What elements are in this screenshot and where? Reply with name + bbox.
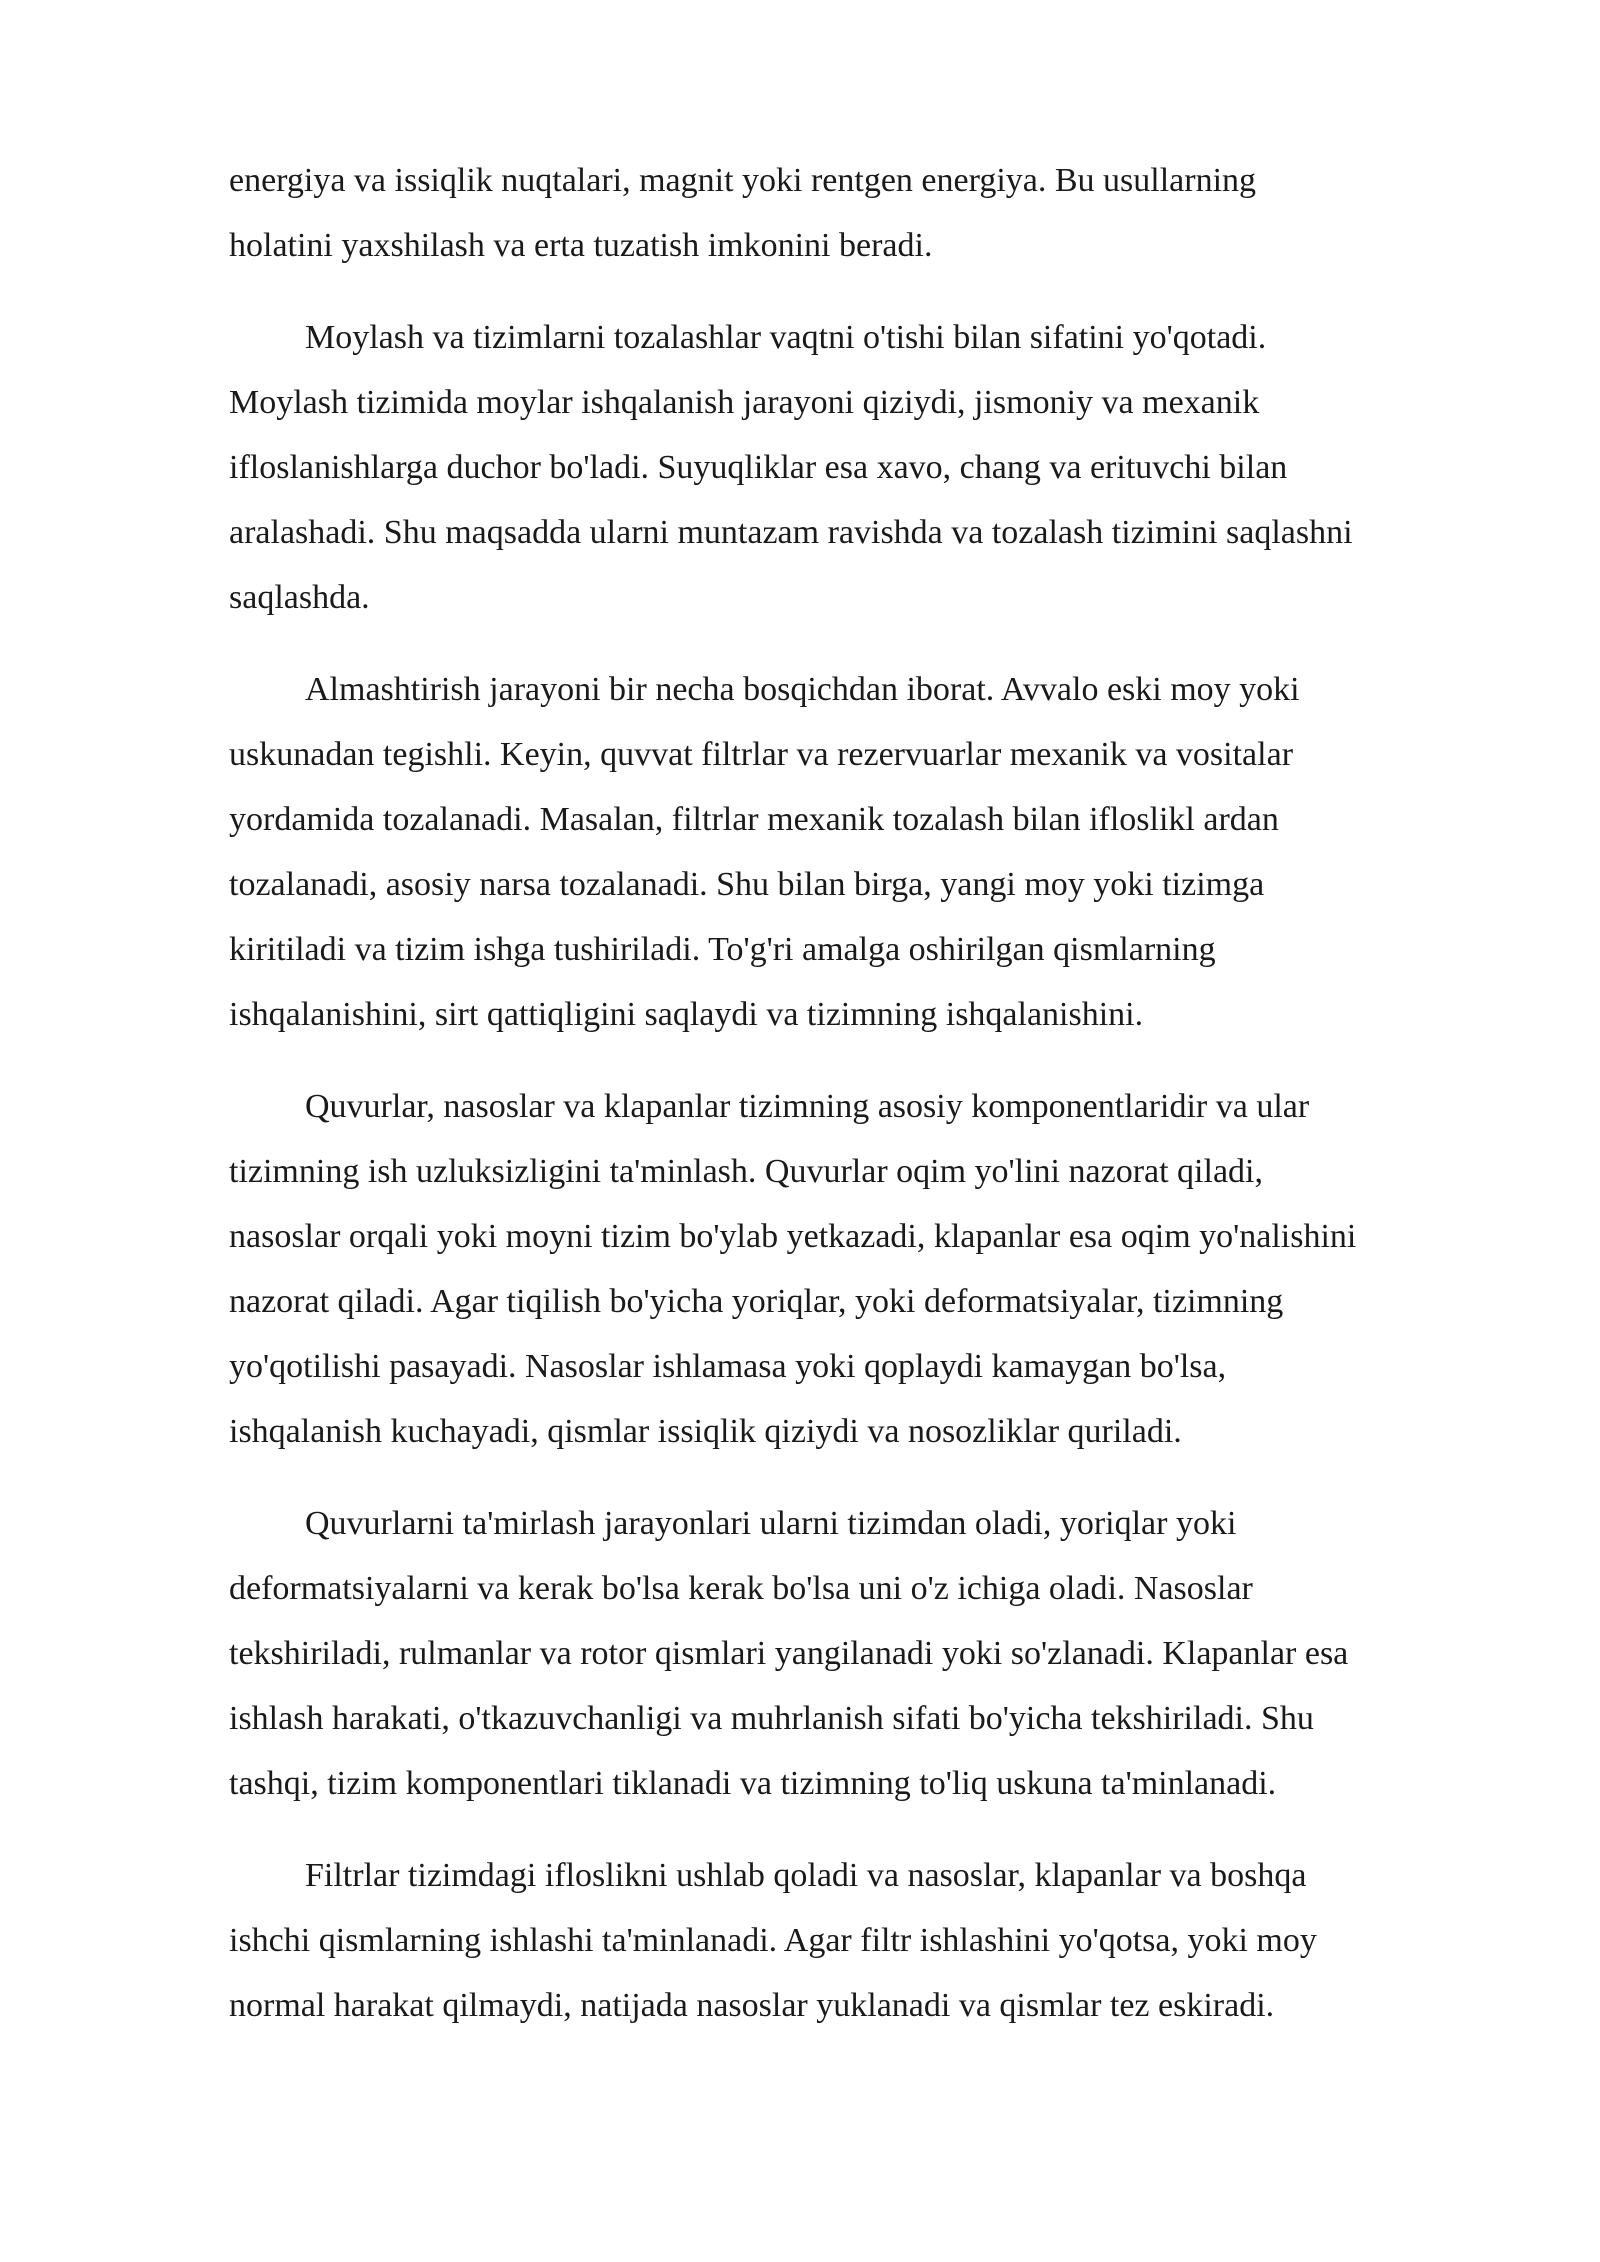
paragraph-1: energiya va issiqlik nuqtalari, magnit yoki rentgen energiya. Bu usullarning holatini yaxshilash va erta tuzatish imkonini beradi. [229, 162, 1257, 264]
document-body [229, 148, 1484, 2065]
paragraph-2: Moylash va tizimlarni tozalashlar vaqtni o'tishi bilan sifatini yo'qotadi. Moylash tizimida moylar ishqalanish jarayoni qiziydi, jismoniy va mexanik ifloslanishlarga duchor bo'ladi. Suyuqliklar esa xavo, chang va erituvchi bilan aralashadi. Shu maqsadda ularni muntazam ravishda va tozalash tizimini saqlashni saqlashda. [229, 319, 1353, 616]
paragraph-3: Almashtirish jarayoni bir necha bosqichdan iborat. Avvalo eski moy yoki uskunadan tegishli. Keyin, quvvat filtrlar va rezervuarlar mexanik va vositalar yordamida tozalanadi. Masalan, filtrlar mexanik tozalash bilan ifloslikl ardan tozalanadi, asosiy narsa tozalanadi. Shu bilan birga, yangi moy yoki tizimga kiritiladi va tizim ishga tushiriladi. To'g'ri amalga oshirilgan qismlarning ishqalanishini, sirt qattiqligini saqlaydi va tizimning ishqalanishini. [229, 671, 1300, 1033]
paragraph-4: Quvurlar, nasoslar va klapanlar tizimning asosiy komponentlaridir va ular tizimning ish uzluksizligini ta'minlash. Quvurlar oqim yo'lini nazorat qiladi, nasoslar orqali yoki moyni tizim bo'ylab yetkazadi, klapanlar esa oqim yo'nalishini nazorat qiladi. Agar tiqilish bo'yicha yoriqlar, yoki deformatsiyalar, tizimning yo'qotilishi pasayadi. Nasoslar ishlamasa yoki qoplaydi kamaygan bo'lsa, ishqalanish kuchayadi, qismlar issiqlik qiziydi va nosozliklar quriladi. [229, 1088, 1357, 1450]
paragraph-5: Quvurlarni ta'mirlash jarayonlari ularni tizimdan oladi, yoriqlar yoki deformatsiyalarni va kerak bo'lsa kerak bo'lsa uni o'z ichiga oladi. Nasoslar tekshiriladi, rulmanlar va rotor qismlari yangilanadi yoki so'zlanadi. Klapanlar esa ishlash harakati, o'tkazuvchanligi va muhrlanish sifati bo'yicha tekshiriladi. Shu tashqi, tizim komponentlari tiklanadi va tizimning to'liq uskuna ta'minlanadi. [229, 1505, 1349, 1802]
paragraph-6: Filtrlar tizimdagi ifloslikni ushlab qoladi va nasoslar, klapanlar va boshqa ishchi qismlarning ishlashi ta'minlanadi. Agar filtr ishlashini yo'qotsa, yoki moy normal harakat qilmaydi, natijada nasoslar yuklanadi va qismlar tez eskiradi. [229, 1857, 1317, 2024]
